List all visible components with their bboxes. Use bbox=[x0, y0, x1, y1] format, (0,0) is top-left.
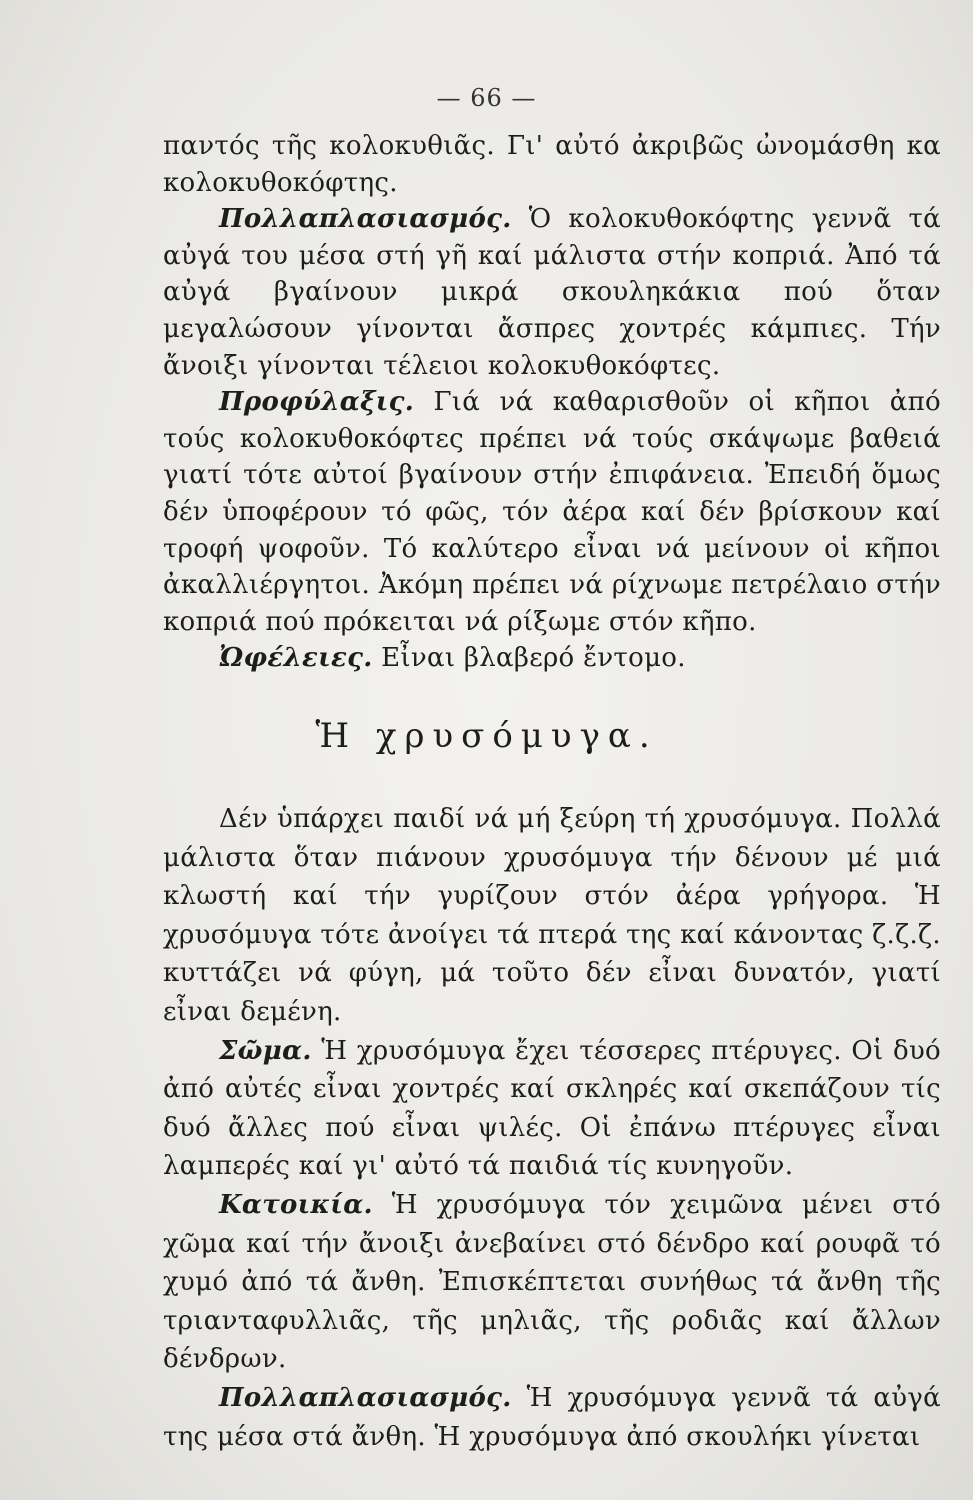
page-number: — 66 — bbox=[436, 84, 537, 112]
paragraph-intro: Δέν ὑπάρχει παιδί νά μή ξεύρη τή χρυσόμυγα. Πολλά μάλιστα ὅταν πιάνουν χρυσόμυγα τήν δένουν μέ μιά κλωστή καί τήν γυρίζουν στόν ἀέρα γρήγορα. Ἡ χρυσόμυγα τότε ἀνοίγει τά πτερά της καί κάνοντας ζ.ζ.ζ. κυττάζει νά φύγη, μά τοῦτο δέν εἶναι δυνατόν, γιατί εἶναι δεμένη. bbox=[163, 804, 941, 1027]
paragraph-lead: Κατοικία. bbox=[219, 1189, 373, 1220]
paragraph-prevention bbox=[163, 384, 941, 640]
paragraph-benefits bbox=[163, 640, 941, 677]
paragraph-text: Ἡ χρυσόμυγα τόν χειμῶνα μένει στό χῶμα καί τήν ἄνοιξι ἀνεβαίνει στό δένδρο καί ρουφᾶ τό χυμό ἀπό τά ἄνθη. Ἐπισκέπτεται συνήθως τά ἄνθη τῆς τριανταφυλλιᾶς, τῆς μηλιᾶς, τῆς ροδιᾶς καί ἄλλων δένδρων. bbox=[163, 1189, 941, 1375]
section-chrysomyga bbox=[163, 800, 941, 1456]
paragraph-text: Ἡ χρυσόμυγα ἔχει τέσσερες πτέρυγες. Οἱ δυό ἀπό αὐτές εἶναι χοντρές καί σκληρές καί σκεπάζουν τίς δυό ἄλλες πού εἶναι ψιλές. Οἱ ἐπάνω πτέρυγες εἶναι λαμπερές καί γι' αὐτό τά παιδιά τίς κυνηγοῦν. bbox=[163, 1035, 941, 1182]
paragraph-text: Ὁ κολοκυθοκόφτης γεννᾶ τά αὐγά του μέσα στή γῆ καί μάλιστα στήν κοπριά. Ἀπό τά αὐγά βγαίνουν μικρά σκουληκάκια πού ὅταν μεγαλώσουν γίνονται ἄσπρες χοντρές κάμπιες. Τήν ἄνοιξι γίνονται τέλειοι κολοκυθοκόφτες. bbox=[163, 204, 941, 381]
paragraph-text: Γιά νά καθαρισθοῦν οἱ κῆποι ἀπό τούς κολοκυθοκόφτες πρέπει νά τούς σκάψωμε βαθειά γιατί τότε αὐτοί βγαίνουν στήν ἐπιφάνεια. Ἐπειδή ὅμως δέν ὑποφέρουν τό φῶς, τόν ἀέρα καί δέν βρίσκουν καί τροφή ψοφοῦν. Τό καλύτερο εἶναι νά μείνουν οἱ κῆποι ἀκαλλιέργητοι. Ἀκόμη πρέπει νά ρίχνωμε πετρέλαιο στήν κοπριά πού πρόκειται νά ρίξωμε στόν κῆπο. bbox=[163, 387, 941, 637]
paragraph-body bbox=[163, 1032, 941, 1186]
paragraph-lead: Ὠφέλειες. bbox=[219, 643, 373, 674]
section-kolokythokoftis bbox=[163, 128, 941, 677]
paragraph-habitat bbox=[163, 1186, 941, 1379]
paragraph-lead: Σῶμα. bbox=[219, 1035, 312, 1066]
paragraph-lead: Πολλαπλασιασμός. bbox=[219, 204, 512, 235]
section-heading: Ἡ χρυσόμυγα. bbox=[315, 716, 658, 756]
paragraph-reproduction bbox=[163, 201, 941, 384]
paragraph-text: Ἡ χρυσόμυγα γεννᾶ τά αὐγά της μέσα στά ἄνθη. Ἡ χρυσόμυγα ἀπό σκουλήκι γίνεται bbox=[163, 1382, 941, 1452]
paragraph-text: Εἶναι βλαβερό ἔντομο. bbox=[372, 643, 686, 674]
paragraph-continuation: παντός τῆς κολοκυθιᾶς. Γι' αὐτό ἀκριβῶς ὠνομάσθη κα κολοκυθοκόφτης. bbox=[163, 131, 941, 198]
paragraph-reproduction bbox=[163, 1379, 941, 1456]
paragraph-lead: Προφύλαξις. bbox=[219, 387, 415, 418]
paragraph-lead: Πολλαπλασιασμός. bbox=[219, 1382, 512, 1413]
